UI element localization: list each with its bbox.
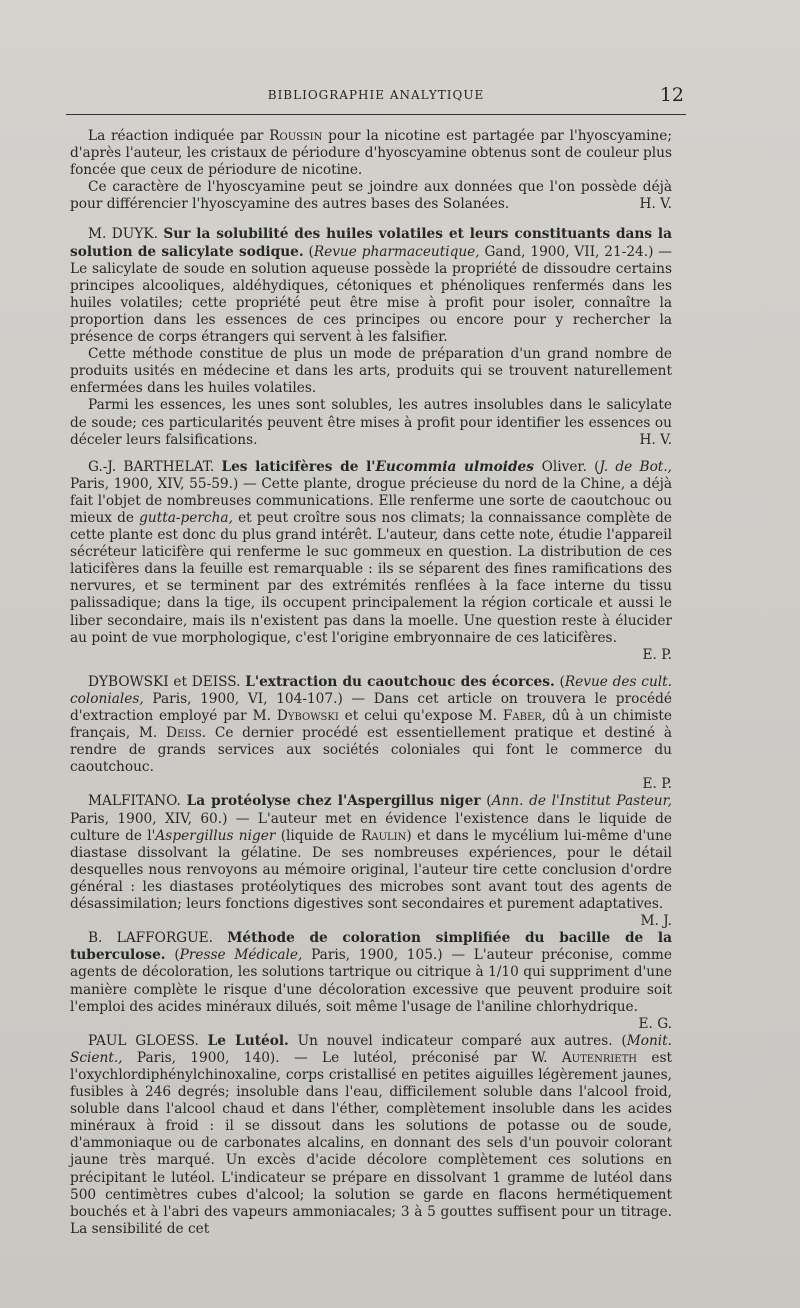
duyk-paragraph-3: Parmi les essences, les unes sont solubles, les autres insolubles dans le salicylate de soude; ces particularités peuvent être mises à profit pour identifier les essences ou déceler leurs falsifications. H. V.: [70, 397, 672, 448]
entry-title: Sur la solubilité des huiles volatiles et leurs constituants dans la solution de salicylate sodique.: [70, 226, 672, 260]
entry-title: Méthode de coloration simplifiée du bacille de la tuberculose.: [70, 930, 672, 964]
intro-paragraph-2: Ce caractère de l'hyoscyamine peut se joindre aux données que l'on possède déjà pour différencier l'hyoscyamine des autres bases des Solanées. H. V.: [70, 179, 672, 213]
entry-author: PAUL GLOESS.: [88, 1032, 199, 1049]
entry-author: DYBOWSKI et DEISS.: [88, 673, 241, 690]
entry-journal: J. de Bot.,: [599, 458, 673, 475]
signature: H. V.: [639, 431, 672, 448]
entry-barthelat: G.-J. BARTHELAT. Les laticifères de l'Eucommia ulmoides Oliver. (J. de Bot., Paris, 1900, XIV, 55-59.) — Cette plante, drogue précieuse du nord de la Chine, a déjà fait l'objet de nombreuses communications. Elle renferme une sorte de caoutchouc ou mieux de gutta-percha, et peut croître sous nos climats; la connaissance complète de cette plante est donc du plus grand intérêt. L'auteur, dans cette note, étudie l'appareil sécréteur laticifère qui renferme le suc gommeux en question. La distribution de ces laticifères dans la feuille est remarquable : ils se séparent des fines ramifications des nervures, et se terminent par des extrémités renflées à la face interne du tissu palissadique; dans la tige, ils occupent principalement la région corticale et aussi le liber secondaire, mais ils n'existent pas dans la moelle. Une question reste à élucider au point de vue morphologique, c'est l'origine embryonnaire de ces laticifères.: [70, 458, 673, 646]
entry-author: M. DUYK.: [88, 226, 158, 243]
entry-malfitano: MALFITANO. La protéolyse chez l'Aspergillus niger (Ann. de l'Institut Pasteur, Paris, 1900, XIV, 60.) — L'auteur met en évidence l'existence dans le liquide de culture de l'Aspergillus niger (liquide de Raulin) et dans le mycélium lui-même d'une diastase dissolvant la gélatine. De ses nombreuses expériences, pour le détail desquelles nous renvoyons au mémoire original, l'auteur tire cette conclusion d'ordre général : les diastases protéolytiques des microbes sont avant tout des agents de désassimilation; leurs fonctions digestives sont secondaires et purement adaptatives.: [70, 793, 673, 913]
entry-journal: Presse Médicale,: [179, 947, 303, 964]
signature: E. G.: [638, 1015, 672, 1032]
entry-title: L'extraction du caoutchouc des écorces.: [245, 673, 555, 690]
entry-dybowski: DYBOWSKI et DEISS. L'extraction du caoutchouc des écorces. (Revue des cult. coloniales, Paris, 1900, VI, 104-107.) — Dans cet article on trouvera le procédé d'extraction employé par M. Dybowski et celui qu'expose M. Faber, dû à un chimiste français, M. Deiss. Ce dernier procédé est essentiellement pratique et destiné à rendre de grands services aux sociétés coloniales qui font le commerce du caoutchouc.: [70, 673, 673, 776]
entry-journal: Monit. Scient.,: [70, 1032, 672, 1066]
entry-gloess: PAUL GLOESS. Le Lutéol. Un nouvel indicateur comparé aux autres. (Monit. Scient., Paris, 1900, 140). — Le lutéol, préconisé par W. Autenrieth est l'oxychlordiphénylchinoxaline, corps cristallisé en petites aiguilles légèrement jaunes, fusibles à 246 degrés; insoluble dans l'eau, difficilement soluble dans l'alcool froid, soluble dans l'alcool chaud et dans l'éther, complètement insoluble dans les acides minéraux à froid : il se dissout dans les solutions de potasse ou de soude, d'ammoniaque ou de carbonates alcalins, en donnant des sels d'un pouvoir colorant jaune très marqué. Un excès d'acide décolore complètement ces solutions en précipitant le lutéol. L'indicateur se prépare en dissolvant 1 gramme de lutéol dans 500 centimètres cubes d'alcool; la solution se garde en flacons hermétiquement bouchés et à l'abri des vapeurs ammoniacales; 3 à 5 gouttes suffisent pour un titrage. La sensibilité de cet: [70, 1032, 672, 1237]
running-head: BIBLIOGRAPHIE ANALYTIQUE: [267, 88, 485, 102]
page-content: [70, 128, 672, 1238]
entry-title: La protéolyse chez l'Aspergillus niger: [186, 793, 481, 810]
entry-journal: Revue des cult. coloniales,: [70, 673, 673, 707]
entry-author: B. LAFFORGUE.: [88, 930, 213, 947]
page-number: 12: [659, 84, 684, 106]
entry-lafforgue: B. LAFFORGUE. Méthode de coloration simplifiée du bacille de la tuberculose. (Presse Médicale, Paris, 1900, 105.) — L'auteur préconise, comme agents de décoloration, les solutions tartrique ou citrique à 1/10 qui suppriment d'une manière complète le risque d'une décoloration excessive que peuvent produire soit l'emploi des acides minéraux dilués, soit même l'usage de l'aniline chlorhydrique.: [70, 930, 672, 1015]
page-header: [66, 84, 686, 112]
entry-title: Le Lutéol.: [207, 1032, 289, 1049]
entry-journal: Ann. de l'Institut Pasteur,: [491, 793, 673, 810]
signature: M. J.: [640, 913, 672, 930]
header-rule: [66, 114, 686, 115]
author-name: Roussin: [269, 128, 323, 144]
entry-journal: Revue pharmaceutique,: [313, 243, 480, 260]
entry-duyk: M. DUYK. Sur la solubilité des huiles volatiles et leurs constituants dans la solution de salicylate sodique. (Revue pharmaceutique, Gand, 1900, VII, 21-24.) — Le salicylate de soude en solution aqueuse possède la propriété de dissoudre certains principes alcooliques, aldéhydiques, cétoniques et phénoliques renfermés dans les huiles volatiles; cette propriété peut être mise à profit pour isoler, connaître la proportion dans les essences de ces principes ou encore pour y rechercher la présence de corps étrangers qui servent à les falsifier.: [70, 226, 672, 346]
entry-author: MALFITANO.: [88, 793, 181, 810]
entry-title: Les laticifères de l'Eucommia ulmoides Oliver.: [221, 458, 587, 475]
duyk-paragraph-2: Cette méthode constitue de plus un mode de préparation d'un grand nombre de produits usités en médecine et dans les arts, produits qui se trouvent naturellement enfermées dans les huiles volatiles.: [70, 346, 672, 397]
entry-author: G.-J. BARTHELAT.: [88, 458, 215, 475]
signature: E. P.: [642, 776, 672, 793]
signature: E. P.: [642, 646, 672, 663]
signature: H. V.: [639, 196, 672, 213]
intro-paragraph-1: La réaction indiquée par Roussin pour la nicotine est partagée par l'hyoscyamine; d'après l'auteur, les cristaux de périodure d'hyoscyamine obtenus sont de couleur plus foncée que ceux de périodure de nicotine.: [70, 128, 672, 179]
